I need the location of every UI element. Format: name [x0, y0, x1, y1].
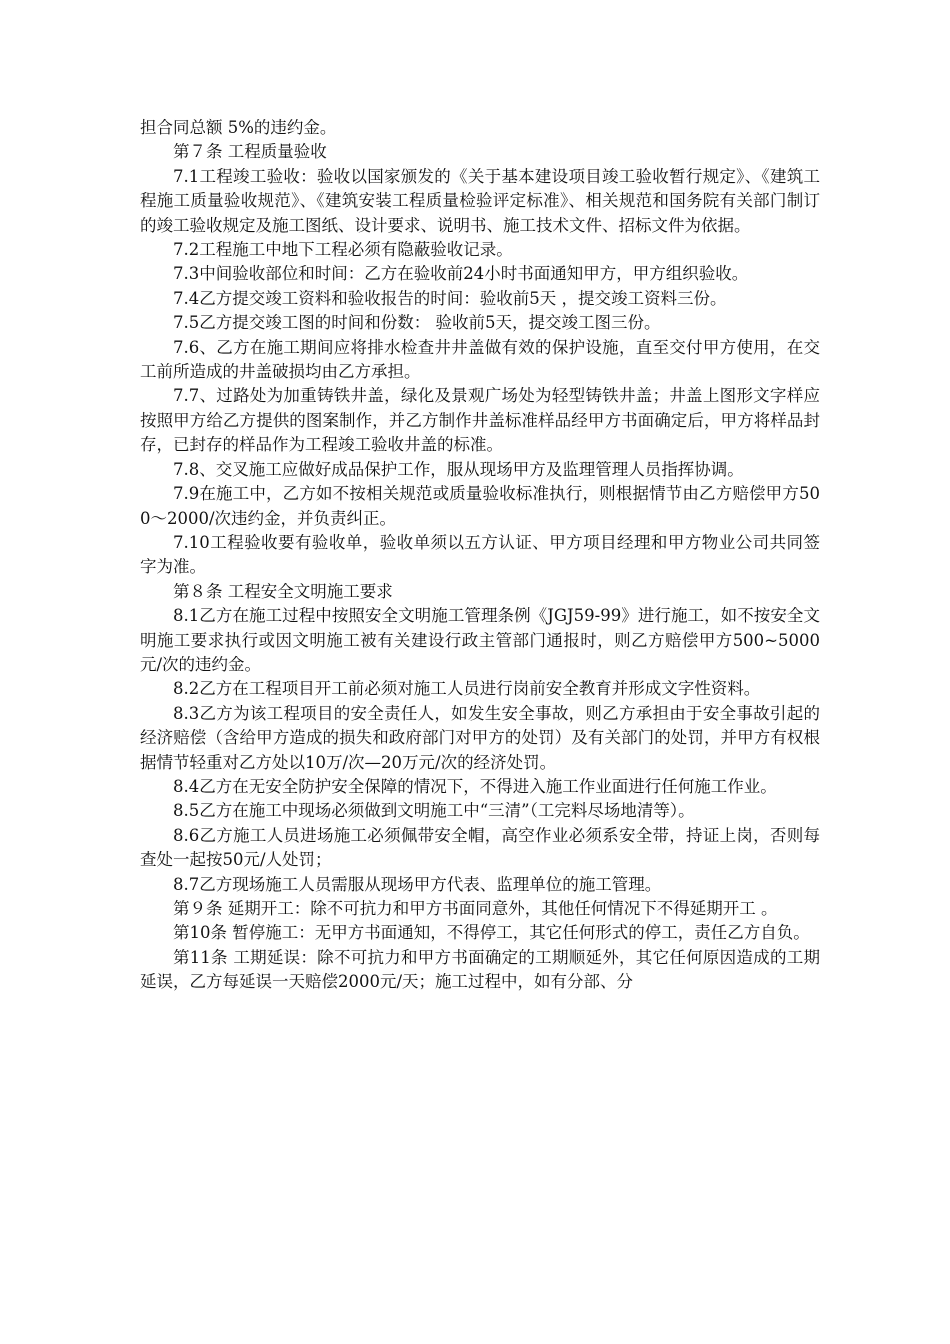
- clause-7-2: 7.2工程施工中地下工程必须有隐蔽验收记录。: [173, 240, 513, 260]
- paragraph-continuation: 担合同总额 5%的违约金。: [140, 118, 337, 137]
- clause-7-1: 7.1工程竣工验收：验收以国家颁发的《关于基本建设项目竣工验收暂行规定》、《建筑工程施工质量验收规范》、《建筑安装工程质量检验评定标准》、相关规范和国务院有关部门制订的竣工验收规定及施工图纸、设计要求、说明书、施工技术文件、招标文件为依据。: [140, 166, 820, 235]
- clause-7-3: 7.3中间验收部位和时间：乙方在验收前24小时书面通知甲方，甲方组织验收。: [173, 264, 749, 284]
- clause-8-4: 8.4乙方在无安全防护安全保障的情况下，不得进入施工作业面进行任何施工作业。: [173, 776, 777, 796]
- article-10: 第10条 暂停施工：无甲方书面通知，不得停工，其它任何形式的停工，责任乙方自负。: [173, 923, 810, 943]
- clause-7-9: 7.9在施工中，乙方如不按相关规范或质量验收标准执行，则根据情节由乙方赔偿甲方500～2000/次违约金，并负责纠正。: [140, 484, 820, 528]
- clause-8-5: 8.5乙方在施工中现场必须做到文明施工中“三清”（工完料尽场地清等）。: [173, 801, 695, 821]
- article-8-heading: 第８条 工程安全文明施工要求: [173, 581, 393, 601]
- document-body: [140, 116, 820, 995]
- clause-8-7: 8.7乙方现场施工人员需服从现场甲方代表、监理单位的施工管理。: [173, 874, 662, 894]
- clause-7-8: 7.8、交叉施工应做好成品保护工作，服从现场甲方及监理管理人员指挥协调。: [173, 459, 744, 479]
- article-7-heading: 第７条 工程质量验收: [173, 142, 327, 162]
- article-9: 第９条 延期开工：除不可抗力和甲方书面同意外，其他任何情况下不得延期开工 。: [173, 899, 778, 918]
- clause-7-4: 7.4乙方提交竣工资料和验收报告的时间：验收前5天 ，提交竣工资料三份。: [173, 288, 727, 308]
- clause-7-6: 7.6、乙方在施工期间应将排水检查井井盖做有效的保护设施，直至交付甲方使用，在交工前所造成的井盖破损均由乙方承担。: [140, 337, 820, 382]
- clause-7-5: 7.5乙方提交竣工图的时间和份数： 验收前5天，提交竣工图三份。: [173, 313, 661, 333]
- clause-8-3: 8.3乙方为该工程项目的安全责任人，如发生安全事故，则乙方承担由于安全事故引起的经济赔偿（含给甲方造成的损失和政府部门对甲方的处罚）及有关部门的处罚，并甲方有权根据情节轻重对乙方处以10万/次—20万元/次的经济处罚。: [140, 703, 820, 772]
- clause-8-6: 8.6乙方施工人员进场施工必须佩带安全帽，高空作业必须系安全带，持证上岗，否则每查处一起按50元/人处罚；: [140, 825, 820, 870]
- article-11: 第11条 工期延误：除不可抗力和甲方书面确定的工期顺延外，其它任何原因造成的工期延误，乙方每延误一天赔偿2000元/天；施工过程中，如有分部、分: [140, 947, 820, 992]
- clause-7-7: 7.7、过路处为加重铸铁井盖，绿化及景观广场处为轻型铸铁井盖；井盖上图形文字样应按照甲方给乙方提供的图案制作，并乙方制作井盖标准样品经甲方书面确定后，甲方将样品封存，已封存的样品作为工程竣工验收井盖的标准。: [140, 386, 820, 455]
- clause-8-2: 8.2乙方在工程项目开工前必须对施工人员进行岗前安全教育并形成文字性资料。: [173, 679, 761, 699]
- clause-8-1: 8.1乙方在施工过程中按照安全文明施工管理条例《JGJ59-99》进行施工，如不按安全文明施工要求执行或因文明施工被有关建设行政主管部门通报时，则乙方赔偿甲方500~5000元/次的违约金。: [140, 606, 820, 674]
- clause-7-10: 7.10工程验收要有验收单，验收单须以五方认证、甲方项目经理和甲方物业公司共同签字为准。: [140, 532, 820, 577]
